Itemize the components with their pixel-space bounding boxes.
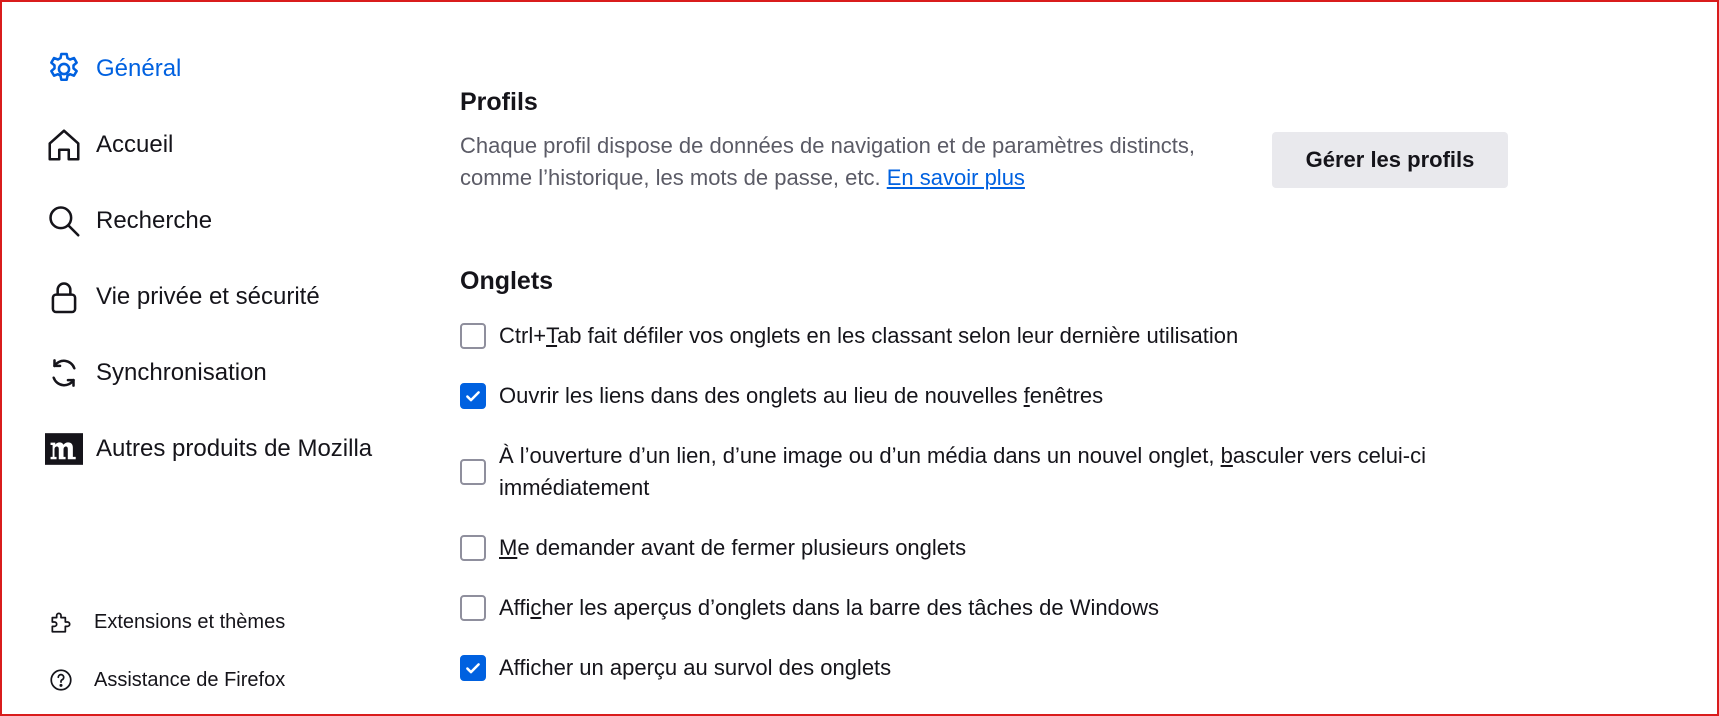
- checkbox-checked[interactable]: [460, 655, 486, 681]
- sidebar-item-label: Synchronisation: [96, 359, 267, 386]
- option-label: À l’ouverture d’un lien, d’une image ou d’un média dans un nouvel onglet, basculer vers celui-ci immédiatement: [499, 443, 1427, 500]
- sidebar-item-label: Général: [96, 55, 182, 82]
- lock-icon: [44, 277, 84, 317]
- sidebar-extensions-themes[interactable]: [46, 604, 285, 640]
- checkmark-icon: [464, 387, 482, 405]
- sidebar-item-label: Autres produits de Mozilla: [96, 435, 373, 462]
- sidebar-item-sync[interactable]: [44, 351, 267, 395]
- help-icon: [46, 665, 76, 695]
- search-icon: [44, 201, 84, 241]
- tab-option-hover-preview: [460, 652, 891, 684]
- tabs-heading: Onglets: [460, 267, 554, 295]
- sidebar-firefox-support[interactable]: [46, 662, 285, 698]
- mozilla-logo-icon: [44, 429, 84, 469]
- sidebar-item-general[interactable]: [44, 47, 181, 91]
- sidebar-item-label: Recherche: [96, 207, 213, 234]
- sidebar-item-home[interactable]: [44, 123, 173, 167]
- tab-option-switch-to-new-tab: [460, 440, 1509, 504]
- learn-more-link[interactable]: En savoir plus: [886, 165, 1025, 190]
- tab-option-taskbar-previews: [460, 592, 1159, 624]
- tab-option-open-links-in-tabs: [460, 380, 1103, 412]
- tab-option-warn-close-multiple: [460, 532, 966, 564]
- checkbox[interactable]: [460, 323, 486, 349]
- sidebar-item-label: Vie privée et sécurité: [96, 283, 320, 310]
- sidebar: [0, 0, 420, 716]
- sidebar-item-search[interactable]: [44, 199, 212, 243]
- checkbox-checked[interactable]: [460, 383, 486, 409]
- sidebar-item-mozilla-products[interactable]: [44, 427, 372, 471]
- option-label: Ouvrir les liens dans des onglets au lieu de nouvelles fenêtres: [499, 383, 1104, 408]
- option-label: Ctrl+Tab fait défiler vos onglets en les classant selon leur dernière utilisation: [499, 323, 1239, 348]
- sidebar-item-label: Accueil: [96, 131, 174, 158]
- checkmark-icon: [464, 659, 482, 677]
- checkbox[interactable]: [460, 535, 486, 561]
- profiles-description: [460, 130, 1260, 194]
- tab-option-ctrl-tab: [460, 320, 1238, 352]
- checkbox[interactable]: [460, 459, 486, 485]
- sidebar-item-privacy[interactable]: [44, 275, 320, 319]
- option-label: Me demander avant de fermer plusieurs onglets: [499, 535, 967, 560]
- home-icon: [44, 125, 84, 165]
- manage-profiles-button[interactable]: Gérer les profils: [1272, 132, 1508, 188]
- profiles-heading: Profils: [460, 88, 538, 116]
- sidebar-footer-label: Extensions et thèmes: [94, 610, 286, 633]
- sync-icon: [44, 353, 84, 393]
- puzzle-icon: [46, 607, 76, 637]
- sidebar-footer-label: Assistance de Firefox: [94, 668, 286, 691]
- profiles-description-text: Chaque profil dispose de données de navigation et de paramètres distincts, comme l’historique, les mots de passe, etc.: [460, 133, 1196, 190]
- checkbox[interactable]: [460, 595, 486, 621]
- option-label: Afficher un aperçu au survol des onglets: [499, 655, 892, 680]
- option-label: Afficher les aperçus d’onglets dans la barre des tâches de Windows: [499, 595, 1159, 620]
- gear-icon: [44, 49, 84, 89]
